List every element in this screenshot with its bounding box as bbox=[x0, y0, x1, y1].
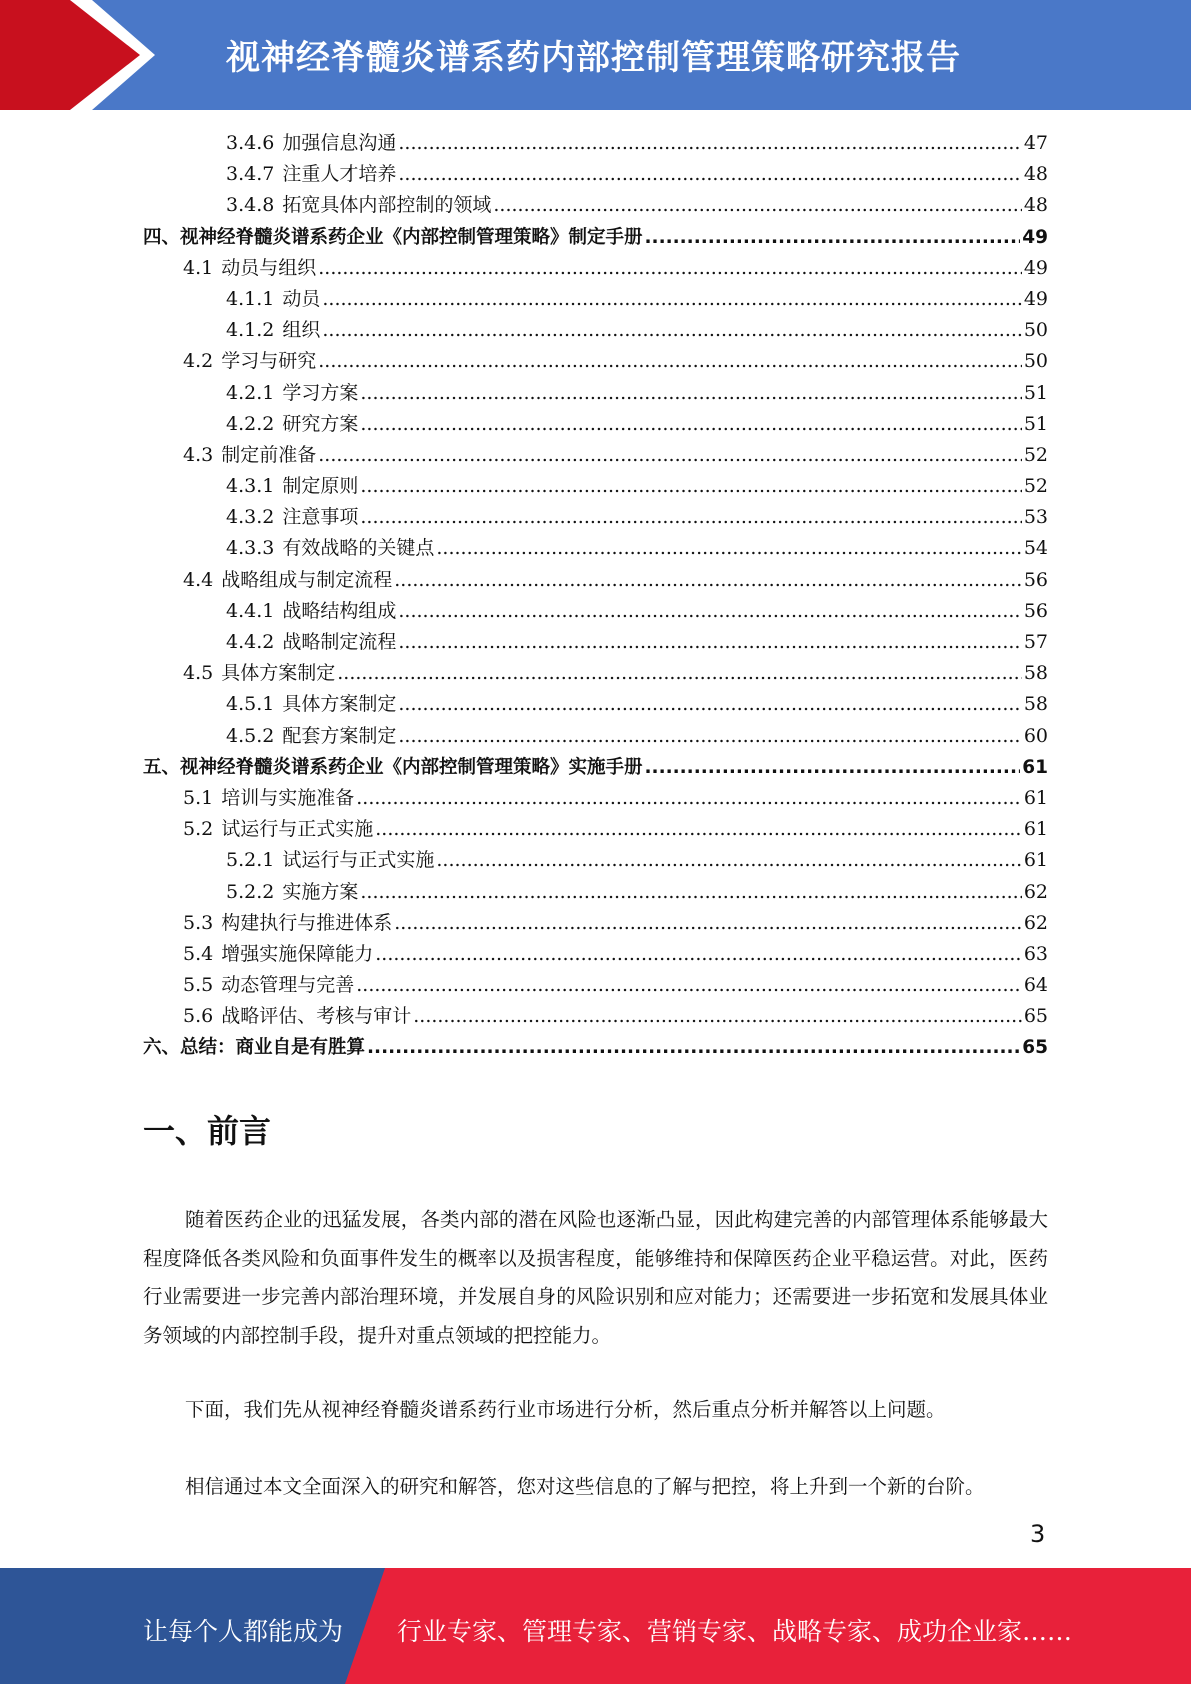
toc-entry-title: 配套方案制定 bbox=[282, 724, 397, 747]
toc-entry-number: 5.2.1 bbox=[226, 849, 275, 872]
toc-dot-leader bbox=[436, 845, 1021, 876]
toc-entry-title: 有效战略的关键点 bbox=[282, 537, 435, 560]
toc-entry-number: 5.2 bbox=[183, 818, 214, 841]
toc-entry-page: 56 bbox=[1023, 599, 1048, 622]
toc-entry-page: 52 bbox=[1023, 443, 1048, 466]
toc-entry[interactable] bbox=[143, 222, 1048, 253]
toc-entry-number: 4.4 bbox=[183, 568, 214, 591]
toc-entry-number: 5.5 bbox=[183, 974, 214, 997]
toc-entry-page: 52 bbox=[1023, 475, 1048, 498]
toc-dot-leader bbox=[398, 596, 1021, 627]
toc-entry[interactable] bbox=[143, 1032, 1048, 1063]
toc-entry-title: 培训与实施准备 bbox=[221, 786, 355, 809]
toc-entry-number: 4.3.2 bbox=[226, 506, 275, 529]
toc-entry[interactable] bbox=[143, 378, 1048, 409]
toc-entry[interactable] bbox=[143, 315, 1048, 346]
toc-entry-title: 战略结构组成 bbox=[282, 599, 397, 622]
toc-entry-title: 六、总结：商业自是有胜算 bbox=[143, 1037, 366, 1059]
toc-entry-number: 4.5 bbox=[183, 662, 214, 685]
toc-entry-title: 具体方案制定 bbox=[221, 662, 336, 685]
toc-entry[interactable] bbox=[143, 939, 1048, 970]
toc-dot-leader bbox=[360, 378, 1021, 409]
toc-entry-page: 60 bbox=[1023, 724, 1048, 747]
toc-entry-page: 48 bbox=[1023, 194, 1048, 217]
toc-entry[interactable] bbox=[143, 284, 1048, 315]
toc-entry-page: 63 bbox=[1023, 942, 1048, 965]
toc-entry[interactable] bbox=[143, 533, 1048, 564]
toc-entry[interactable] bbox=[143, 814, 1048, 845]
toc-dot-leader bbox=[322, 284, 1021, 315]
page-footer bbox=[0, 1568, 1191, 1684]
toc-entry-number: 3.4.8 bbox=[226, 194, 275, 217]
toc-dot-leader bbox=[394, 908, 1022, 939]
table-of-contents bbox=[143, 128, 1048, 1064]
toc-entry-page: 57 bbox=[1023, 631, 1048, 653]
toc-entry[interactable] bbox=[143, 689, 1048, 720]
toc-entry[interactable] bbox=[143, 721, 1048, 752]
toc-entry[interactable] bbox=[143, 627, 1048, 658]
toc-entry-number: 4.3 bbox=[183, 443, 214, 466]
toc-entry-title: 组织 bbox=[282, 319, 321, 342]
body-paragraph: 相信通过本文全面深入的研究和解答，您对这些信息的了解与把控，将上升到一个新的台阶。 bbox=[185, 1475, 985, 1498]
toc-entry-number: 4.1.1 bbox=[226, 287, 275, 310]
toc-entry-title: 战略评估、考核与审计 bbox=[221, 1005, 412, 1028]
toc-entry-number: 4.2.1 bbox=[226, 381, 275, 404]
toc-entry-page: 61 bbox=[1022, 756, 1048, 778]
toc-dot-leader bbox=[398, 159, 1021, 190]
body-paragraph: 下面，我们先从视神经脊髓炎谱系药行业市场进行分析，然后重点分析并解答以上问题。 bbox=[185, 1398, 946, 1421]
toc-entry-page: 53 bbox=[1023, 506, 1048, 529]
toc-entry-title: 四、视神经脊髓炎谱系药企业《内部控制管理策略》制定手册 bbox=[143, 226, 643, 248]
toc-entry-title: 制定前准备 bbox=[221, 443, 317, 466]
footer-slogan-left: 让每个人都能成为 bbox=[143, 1617, 344, 1646]
toc-entry[interactable] bbox=[143, 409, 1048, 440]
toc-dot-leader bbox=[318, 346, 1022, 377]
toc-entry-number: 4.4.2 bbox=[226, 631, 275, 653]
toc-dot-leader bbox=[493, 190, 1021, 221]
toc-entry-page: 61 bbox=[1023, 786, 1048, 809]
toc-dot-leader bbox=[322, 315, 1021, 346]
toc-dot-leader bbox=[413, 1001, 1022, 1032]
toc-entry-page: 61 bbox=[1023, 818, 1048, 841]
toc-entry[interactable] bbox=[143, 752, 1048, 783]
toc-entry[interactable] bbox=[143, 440, 1048, 471]
toc-entry-page: 51 bbox=[1023, 412, 1048, 435]
toc-dot-leader bbox=[318, 440, 1022, 471]
toc-entry[interactable] bbox=[143, 471, 1048, 502]
toc-entry[interactable] bbox=[143, 565, 1048, 596]
toc-dot-leader bbox=[337, 658, 1022, 689]
toc-entry-page: 56 bbox=[1023, 568, 1048, 591]
toc-entry-title: 研究方案 bbox=[282, 412, 359, 435]
toc-entry-page: 64 bbox=[1023, 974, 1048, 997]
report-title: 视神经脊髓炎谱系药内部控制管理策略研究报告 bbox=[226, 38, 961, 78]
toc-entry-number: 4.5.1 bbox=[226, 693, 275, 716]
toc-entry-page: 58 bbox=[1023, 693, 1048, 716]
toc-entry-page: 48 bbox=[1023, 163, 1048, 186]
toc-entry-page: 50 bbox=[1023, 350, 1048, 373]
toc-entry-title: 增强实施保障能力 bbox=[221, 942, 374, 965]
toc-dot-leader bbox=[398, 627, 1021, 658]
toc-entry-title: 试运行与正式实施 bbox=[282, 849, 435, 872]
toc-entry-page: 62 bbox=[1023, 880, 1048, 903]
toc-dot-leader bbox=[360, 877, 1021, 908]
section-heading: 一、前言 bbox=[143, 1112, 272, 1150]
toc-dot-leader bbox=[356, 970, 1022, 1001]
toc-entry-title: 战略组成与制定流程 bbox=[221, 568, 393, 591]
toc-dot-leader bbox=[398, 128, 1021, 159]
toc-entry-page: 58 bbox=[1023, 662, 1048, 685]
toc-dot-leader bbox=[360, 409, 1021, 440]
toc-entry-title: 五、视神经脊髓炎谱系药企业《内部控制管理策略》实施手册 bbox=[143, 756, 643, 778]
toc-entry-title: 学习与研究 bbox=[221, 350, 317, 373]
toc-entry-number: 4.5.2 bbox=[226, 724, 275, 747]
toc-entry-number: 5.1 bbox=[183, 786, 214, 809]
toc-entry-title: 制定原则 bbox=[282, 475, 359, 498]
toc-entry[interactable] bbox=[143, 970, 1048, 1001]
toc-entry-title: 注重人才培养 bbox=[282, 163, 397, 186]
toc-dot-leader bbox=[360, 502, 1021, 533]
toc-entry-title: 注意事项 bbox=[282, 506, 359, 529]
toc-entry-title: 学习方案 bbox=[282, 381, 359, 404]
toc-dot-leader bbox=[645, 222, 1021, 253]
toc-entry-page: 47 bbox=[1023, 132, 1048, 154]
toc-dot-leader bbox=[360, 471, 1021, 502]
toc-dot-leader bbox=[318, 253, 1022, 284]
toc-entry-number: 4.3.1 bbox=[226, 475, 275, 498]
toc-entry-number: 3.4.6 bbox=[226, 132, 275, 154]
toc-entry-title: 战略制定流程 bbox=[282, 631, 397, 653]
toc-entry-title: 实施方案 bbox=[282, 880, 359, 903]
toc-dot-leader bbox=[356, 783, 1022, 814]
toc-entry-title: 加强信息沟通 bbox=[282, 132, 397, 154]
toc-entry-page: 49 bbox=[1022, 226, 1048, 248]
toc-entry[interactable] bbox=[143, 658, 1048, 689]
toc-entry-page: 51 bbox=[1023, 381, 1048, 404]
toc-entry-number: 4.2 bbox=[183, 350, 214, 373]
toc-entry-number: 5.2.2 bbox=[226, 880, 275, 903]
body-paragraph: 随着医药企业的迅猛发展，各类内部的潜在风险也逐渐凸显，因此构建完善的内部管理体系能够最大程度降低各类风险和负面事件发生的概率以及损害程度，能够维持和保障医药企业平稳运营。对此，医药行业需要进一步完善内部治理环境，并发展自身的风险识别和应对能力；还需要进一步拓宽和发展具体业务领域的内部控制手段，提升对重点领域的把控能力。 bbox=[143, 1208, 1048, 1347]
toc-entry[interactable] bbox=[143, 877, 1048, 908]
toc-entry-page: 65 bbox=[1022, 1037, 1048, 1059]
toc-entry[interactable] bbox=[143, 253, 1048, 284]
toc-entry[interactable] bbox=[143, 783, 1048, 814]
toc-dot-leader bbox=[375, 814, 1022, 845]
toc-entry[interactable] bbox=[143, 596, 1048, 627]
toc-entry[interactable] bbox=[143, 346, 1048, 377]
toc-entry-number: 5.6 bbox=[183, 1005, 214, 1028]
toc-entry-number: 4.4.1 bbox=[226, 599, 275, 622]
toc-dot-leader bbox=[367, 1032, 1020, 1063]
toc-entry-number: 3.4.7 bbox=[226, 163, 275, 186]
toc-entry[interactable] bbox=[143, 908, 1048, 939]
toc-entry-number: 5.3 bbox=[183, 911, 214, 934]
toc-entry[interactable] bbox=[143, 190, 1048, 221]
toc-entry-title: 动态管理与完善 bbox=[221, 974, 355, 997]
toc-dot-leader bbox=[645, 752, 1021, 783]
page-number: 3 bbox=[1030, 1520, 1046, 1548]
toc-entry-number: 4.1 bbox=[183, 256, 214, 279]
toc-entry-title: 拓宽具体内部控制的领域 bbox=[282, 194, 492, 217]
toc-entry-page: 49 bbox=[1023, 287, 1048, 310]
toc-entry-title: 动员 bbox=[282, 287, 321, 310]
toc-dot-leader bbox=[398, 721, 1021, 752]
toc-dot-leader bbox=[398, 689, 1021, 720]
toc-entry-title: 动员与组织 bbox=[221, 256, 317, 279]
toc-entry-number: 4.2.2 bbox=[226, 412, 275, 435]
toc-entry-number: 4.3.3 bbox=[226, 537, 275, 560]
toc-dot-leader bbox=[436, 533, 1021, 564]
toc-entry-title: 构建执行与推进体系 bbox=[221, 911, 393, 934]
toc-entry-page: 65 bbox=[1023, 1005, 1048, 1028]
toc-entry[interactable] bbox=[143, 502, 1048, 533]
toc-entry-page: 49 bbox=[1023, 256, 1048, 279]
toc-entry-number: 4.1.2 bbox=[226, 319, 275, 342]
toc-entry-title: 试运行与正式实施 bbox=[221, 818, 374, 841]
toc-entry[interactable] bbox=[143, 1001, 1048, 1032]
toc-entry-page: 50 bbox=[1023, 319, 1048, 342]
toc-dot-leader bbox=[394, 565, 1022, 596]
toc-entry[interactable] bbox=[143, 845, 1048, 876]
toc-entry-number: 5.4 bbox=[183, 942, 214, 965]
toc-dot-leader bbox=[375, 939, 1022, 970]
toc-entry[interactable] bbox=[143, 128, 1048, 159]
footer-slogan-right: 行业专家、管理专家、营销专家、战略专家、成功企业家…… bbox=[397, 1617, 1073, 1646]
toc-entry-title: 具体方案制定 bbox=[282, 693, 397, 716]
toc-entry-page: 62 bbox=[1023, 911, 1048, 934]
toc-entry-page: 61 bbox=[1023, 849, 1048, 872]
toc-entry-page: 54 bbox=[1023, 537, 1048, 560]
toc-entry[interactable] bbox=[143, 159, 1048, 190]
page-header bbox=[0, 0, 1191, 110]
